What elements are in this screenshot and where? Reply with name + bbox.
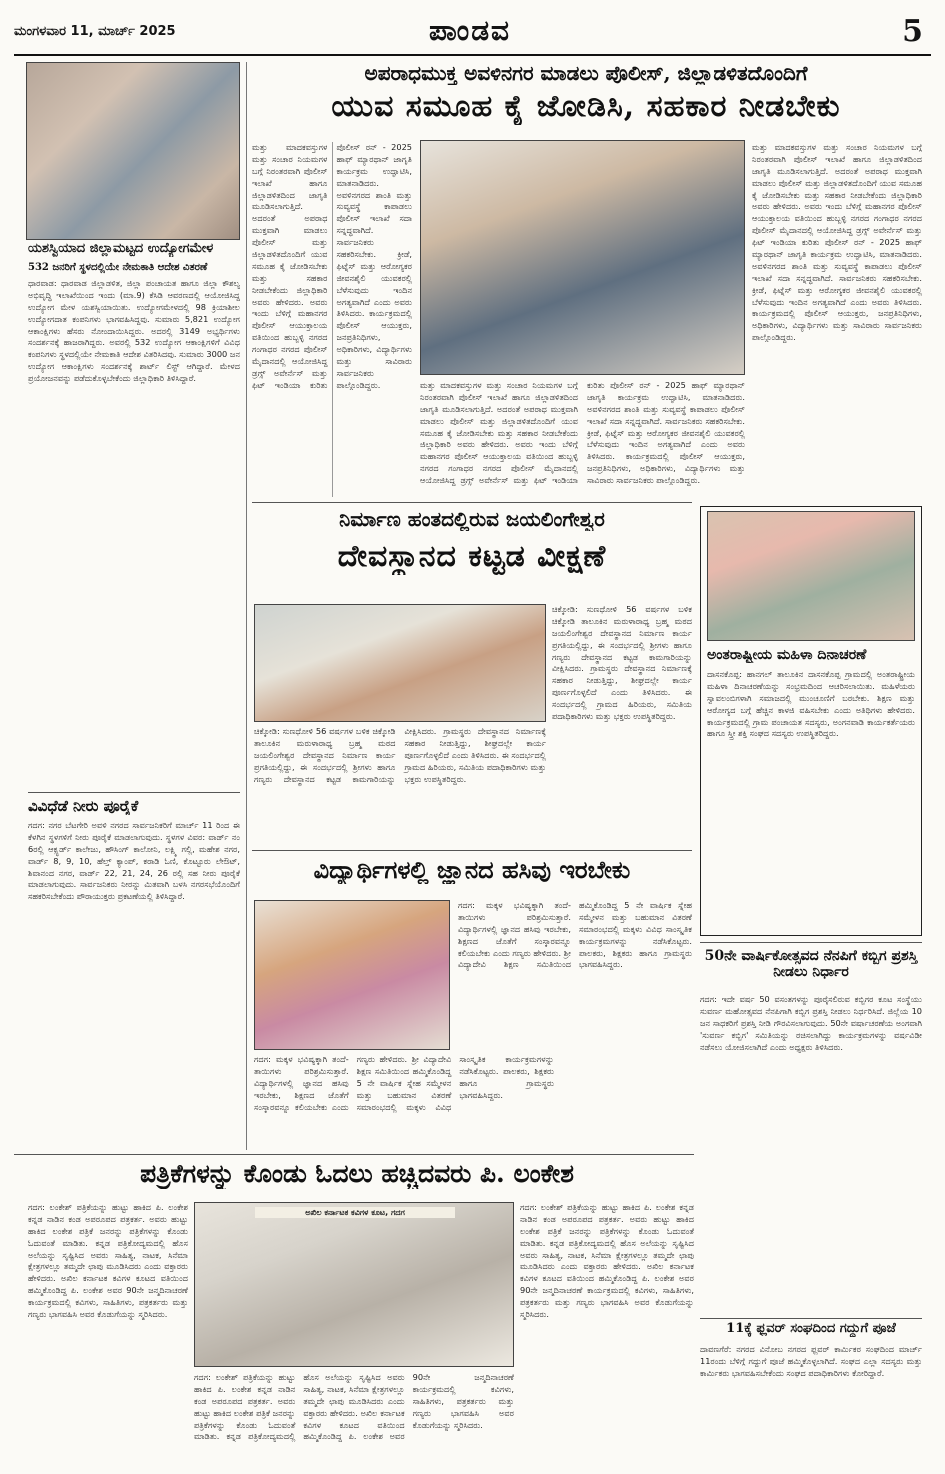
temple-photo: [254, 604, 546, 722]
lankesh-body-left: ಗದಗ: ಲಂಕೇಶ್ ಪತ್ರಿಕೆಯನ್ನು ಹುಟ್ಟು ಹಾಕಿದ ಪಿ. ಲಂಕೇಶ ಕನ್ನಡ ನಾಡಿನ ಕಂಡ ಅಪರೂಪದ ಪತ್ರಕರ್ತ. ಅವರು ಹುಟ್ಟು ಹಾಕಿದ ಲಂಕೇಶ ಪತ್ರಿಕೆ ಜನರನ್ನು ಪತ್ರಿಕೆಗಳನ್ನು ಕೊಂಡು ಓದುವಂತೆ ಮಾಡಿತು. ಕನ್ನಡ ಪತ್ರಿಕೋದ್ಯಮದಲ್ಲಿ ಹೊಸ ಅಲೆಯನ್ನು ಸೃಷ್ಟಿಸಿದ ಅವರು ಸಾಹಿತ್ಯ, ನಾಟಕ, ಸಿನೆಮಾ ಕ್ಷೇತ್ರಗಳಲ್ಲೂ ತಮ್ಮದೇ ಛಾಪು ಮೂಡಿಸಿದರು ಎಂದು ವಕ್ತಾರರು ಹೇಳಿದರು. ಅಖಿಲ ಕರ್ನಾಟಕ ಕವಿಗಳ ಕೂಟದ ವತಿಯಿಂದ ಹಮ್ಮಿಕೊಂಡಿದ್ದ ಪಿ. ಲಂಕೇಶ ಅವರ 90ನೇ ಜನ್ಮದಿನಾಚರಣೆ ಕಾರ್ಯಕ್ರಮದಲ್ಲಿ ಕವಿಗಳು, ಸಾಹಿತಿಗಳು, ಪತ್ರಕರ್ತರು ಮತ್ತು ಗಣ್ಯರು ಭಾಗವಹಿಸಿ ಅವರ ಕೊಡುಗೆಯನ್ನು ಸ್ಮರಿಸಿದರು.: [28, 1202, 188, 1320]
lead-body-bottom: ಮತ್ತು ಮಾದಕವಸ್ತುಗಳ ಮತ್ತು ಸಂಚಾರ ನಿಯಮಗಳ ಬಗ್ಗೆ ನಿರಂತರವಾಗಿ ಪೊಲೀಸ್ ಇಲಾಖೆ ಹಾಗೂ ಜಿಲ್ಲಾಡಳಿತದಿಂದ ಜಾಗೃತಿ ಮೂಡಿಸಲಾಗುತ್ತಿದೆ. ಅದರಂತೆ ಅಪರಾಧ ಮುಕ್ತವಾಗಿ ಮಾಡಲು ಪೊಲೀಸ್ ಮತ್ತು ಜಿಲ್ಲಾಡಳಿತದೊಂದಿಗೆ ಯುವ ಸಮೂಹ ಕೈ ಜೋಡಿಸಬೇಕು ಮತ್ತು ಸಹಕಾರ ನೀಡಬೇಕೆಂದು ಜಿಲ್ಲಾಧಿಕಾರಿ ಅವರು ಹೇಳಿದರು. ಅವರು ಇಂದು ಬೆಳಿಗ್ಗೆ ಮಹಾನಗರ ಪೊಲೀಸ್ ಆಯುಕ್ತಾಲಯ ವತಿಯಿಂದ ಹುಬ್ಬಳ್ಳಿ ನಗರದ ಗಂಗಾಧರ ನಗರದ ಪೊಲೀಸ್ ಮೈದಾನದಲ್ಲಿ ಆಯೋಜಿಸಿದ್ದ ಡ್ರಗ್ಸ್ ಅವೇರ್ನೆಸ್ ಮತ್ತು ಫಿಟ್ ಇಂಡಿಯಾ ಕುರಿತು ಪೊಲೀಸ್ ರನ್ - 2025 ಹಾಫ್ ಮ್ಯಾರಥಾನ್ ಜಾಗೃತಿ ಕಾರ್ಯಕ್ರಮ ಉದ್ಘಾಟಿಸಿ, ಮಾತನಾಡಿದರು. ಅವಳಿನಗರದ ಶಾಂತಿ ಮತ್ತು ಸುವ್ಯವಸ್ಥೆ ಕಾಪಾಡಲು ಪೊಲೀಸ್ ಇಲಾಖೆ ಸದಾ ಸನ್ನದ್ಧವಾಗಿದೆ. ಸಾರ್ವಜನಿಕರು ಸಹಕರಿಸಬೇಕು. ಕ್ರೀಡೆ, ಫಿಟ್ನೆಸ್ ಮತ್ತು ಆರೋಗ್ಯಕರ ಜೀವನಶೈಲಿ ಯುವಕರಲ್ಲಿ ಬೆಳೆಸುವುದು ಇಂದಿನ ಅಗತ್ಯವಾಗಿದೆ ಎಂದು ಅವರು ತಿಳಿಸಿದರು. ಕಾರ್ಯಕ್ರಮದಲ್ಲಿ ಪೊಲೀಸ್ ಆಯುಕ್ತರು, ಜನಪ್ರತಿನಿಧಿಗಳು, ಅಧಿಕಾರಿಗಳು, ವಿದ್ಯಾರ್ಥಿಗಳು ಮತ್ತು ಸಾವಿರಾರು ಸಾರ್ವಜನಿಕರು ಪಾಲ್ಗೊಂಡಿದ್ದರು.: [420, 380, 745, 486]
lead-body-right: ಮತ್ತು ಮಾದಕವಸ್ತುಗಳ ಮತ್ತು ಸಂಚಾರ ನಿಯಮಗಳ ಬಗ್ಗೆ ನಿರಂತರವಾಗಿ ಪೊಲೀಸ್ ಇಲಾಖೆ ಹಾಗೂ ಜಿಲ್ಲಾಡಳಿತದಿಂದ ಜಾಗೃತಿ ಮೂಡಿಸಲಾಗುತ್ತಿದೆ. ಅದರಂತೆ ಅಪರಾಧ ಮುಕ್ತವಾಗಿ ಮಾಡಲು ಪೊಲೀಸ್ ಮತ್ತು ಜಿಲ್ಲಾಡಳಿತದೊಂದಿಗೆ ಯುವ ಸಮೂಹ ಕೈ ಜೋಡಿಸಬೇಕು ಮತ್ತು ಸಹಕಾರ ನೀಡಬೇಕೆಂದು ಜಿಲ್ಲಾಧಿಕಾರಿ ಅವರು ಹೇಳಿದರು. ಅವರು ಇಂದು ಬೆಳಿಗ್ಗೆ ಮಹಾನಗರ ಪೊಲೀಸ್ ಆಯುಕ್ತಾಲಯ ವತಿಯಿಂದ ಹುಬ್ಬಳ್ಳಿ ನಗರದ ಗಂಗಾಧರ ನಗರದ ಪೊಲೀಸ್ ಮೈದಾನದಲ್ಲಿ ಆಯೋಜಿಸಿದ್ದ ಡ್ರಗ್ಸ್ ಅವೇರ್ನೆಸ್ ಮತ್ತು ಫಿಟ್ ಇಂಡಿಯಾ ಕುರಿತು ಪೊಲೀಸ್ ರನ್ - 2025 ಹಾಫ್ ಮ್ಯಾರಥಾನ್ ಜಾಗೃತಿ ಕಾರ್ಯಕ್ರಮ ಉದ್ಘಾಟಿಸಿ, ಮಾತನಾಡಿದರು. ಅವಳಿನಗರದ ಶಾಂತಿ ಮತ್ತು ಸುವ್ಯವಸ್ಥೆ ಕಾಪಾಡಲು ಪೊಲೀಸ್ ಇಲಾಖೆ ಸದಾ ಸನ್ನದ್ಧವಾಗಿದೆ. ಸಾರ್ವಜನಿಕರು ಸಹಕರಿಸಬೇಕು. ಕ್ರೀಡೆ, ಫಿಟ್ನೆಸ್ ಮತ್ತು ಆರೋಗ್ಯಕರ ಜೀವನಶೈಲಿ ಯುವಕರಲ್ಲಿ ಬೆಳೆಸುವುದು ಇಂದಿನ ಅಗತ್ಯವಾಗಿದೆ ಎಂದು ಅವರು ತಿಳಿಸಿದರು. ಕಾರ್ಯಕ್ರಮದಲ್ಲಿ ಪೊಲೀಸ್ ಆಯುಕ್ತರು, ಜನಪ್ರತಿನಿಧಿಗಳು, ಅಧಿಕಾರಿಗಳು, ವಿದ್ಯಾರ್ಥಿಗಳು ಮತ್ತು ಸಾವಿರಾರು ಸಾರ್ವಜನಿಕರು ಪಾಲ್ಗೊಂಡಿದ್ದರು.: [752, 142, 922, 343]
issue-date: ಮಂಗಳವಾರ 11, ಮಾರ್ಚ್ 2025: [14, 24, 176, 39]
water-headline: ವಿವಿಧೆಡೆ ನೀರು ಪೂರೈಕೆ: [28, 798, 139, 815]
lankesh-photo: [194, 1202, 514, 1367]
masthead: ಪಾಂಡವ: [428, 14, 512, 47]
job-fair-headline: ಯಶಸ್ವಿಯಾದ ಜಿಲ್ಲಾಮಟ್ಟದ ಉದ್ಯೋಗಮೇಳ: [28, 242, 214, 256]
temple-rule: [252, 502, 692, 503]
lankesh-body-bottom: ಗದಗ: ಲಂಕೇಶ್ ಪತ್ರಿಕೆಯನ್ನು ಹುಟ್ಟು ಹಾಕಿದ ಪಿ. ಲಂಕೇಶ ಕನ್ನಡ ನಾಡಿನ ಕಂಡ ಅಪರೂಪದ ಪತ್ರಕರ್ತ. ಅವರು ಹುಟ್ಟು ಹಾಕಿದ ಲಂಕೇಶ ಪತ್ರಿಕೆ ಜನರನ್ನು ಪತ್ರಿಕೆಗಳನ್ನು ಕೊಂಡು ಓದುವಂತೆ ಮಾಡಿತು. ಕನ್ನಡ ಪತ್ರಿಕೋದ್ಯಮದಲ್ಲಿ ಹೊಸ ಅಲೆಯನ್ನು ಸೃಷ್ಟಿಸಿದ ಅವರು ಸಾಹಿತ್ಯ, ನಾಟಕ, ಸಿನೆಮಾ ಕ್ಷೇತ್ರಗಳಲ್ಲೂ ತಮ್ಮದೇ ಛಾಪು ಮೂಡಿಸಿದರು ಎಂದು ವಕ್ತಾರರು ಹೇಳಿದರು. ಅಖಿಲ ಕರ್ನಾಟಕ ಕವಿಗಳ ಕೂಟದ ವತಿಯಿಂದ ಹಮ್ಮಿಕೊಂಡಿದ್ದ ಪಿ. ಲಂಕೇಶ ಅವರ 90ನೇ ಜನ್ಮದಿನಾಚರಣೆ ಕಾರ್ಯಕ್ರಮದಲ್ಲಿ ಕವಿಗಳು, ಸಾಹಿತಿಗಳು, ಪತ್ರಕರ್ತರು ಮತ್ತು ಗಣ್ಯರು ಭಾಗವಹಿಸಿ ಅವರ ಕೊಡುಗೆಯನ್ನು ಸ್ಮರಿಸಿದರು.: [194, 1372, 514, 1442]
students-photo: [254, 900, 450, 1050]
flower-body: ದಾವಣಗೆರೆ: ನಗರದ ವಿನೋಬ ನಗರದ ಫ್ಲವರ್ ಕಾರ್ಮಿಕರ ಸಂಘದಿಂದ ಮಾರ್ಚ್ 11ರಂದು ಬೆಳಿಗ್ಗೆ ಗದ್ದುಗೆ ಪೂಜೆ ಹಮ್ಮಿಕೊಳ್ಳಲಾಗಿದೆ. ಸಂಘದ ಎಲ್ಲಾ ಸದಸ್ಯರು ಮತ್ತು ಕಾರ್ಮಿಕರು ಭಾಗವಹಿಸಬೇಕೆಂದು ಸಂಘದ ಪದಾಧಿಕಾರಿಗಳು ಕೋರಿದ್ದಾರೆ.: [700, 1344, 922, 1378]
temple-kicker: ನಿರ್ಮಾಣ ಹಂತದಲ್ಲಿರುವ ಜಯಲಿಂಗೇಶ್ವರ: [339, 508, 605, 531]
column-divider: [246, 62, 247, 1150]
students-body-right: ಗದಗ: ಮಕ್ಕಳ ಭವಿಷ್ಯಕ್ಕಾಗಿ ತಂದೆ-ತಾಯಿಗಳು ಪರಿಶ್ರಮಿಸುತ್ತಾರೆ. ವಿದ್ಯಾರ್ಥಿಗಳಲ್ಲಿ ಜ್ಞಾನದ ಹಸಿವು ಇರಬೇಕು, ಶಿಕ್ಷಣದ ಜೊತೆಗೆ ಸಂಸ್ಕಾರವನ್ನೂ ಕಲಿಯಬೇಕು ಎಂದು ಗಣ್ಯರು ಹೇಳಿದರು. ಶ್ರೀ ವಿದ್ಯಾದೇವಿ ಶಿಕ್ಷಣ ಸಮಿತಿಯಿಂದ ಹಮ್ಮಿಕೊಂಡಿದ್ದ 5 ನೇ ವಾರ್ಷಿಕ ಸ್ನೇಹ ಸಮ್ಮೇಳನ ಮತ್ತು ಬಹುಮಾನ ವಿತರಣೆ ಸಮಾರಂಭದಲ್ಲಿ ಮಕ್ಕಳು ವಿವಿಧ ಸಾಂಸ್ಕೃತಿಕ ಕಾರ್ಯಕ್ರಮಗಳನ್ನು ನಡೆಸಿಕೊಟ್ಟರು. ಪಾಲಕರು, ಶಿಕ್ಷಕರು ಹಾಗೂ ಗ್ರಾಮಸ್ಥರು ಭಾಗವಹಿಸಿದ್ದರು.: [458, 900, 692, 970]
water-rule: [28, 792, 240, 793]
anniversary-body: ಗದಗ: ಇದೇ ವರ್ಷ 50 ವಸಂತಗಳನ್ನು ಪೂರೈಸಲಿರುವ ಕಬ್ಬಿಗರ ಕೂಟ ಸಂಸ್ಥೆಯು ಸುವರ್ಣ ಮಹೋತ್ಸವದ ನೆನಪಿಗಾಗಿ ಕಬ್ಬಿಗ ಪ್ರಶಸ್ತಿ ನೀಡಲು ನಿರ್ಧರಿಸಿದೆ. ಜಿಲ್ಲೆಯ 10 ಜನ ಸಾಧಕರಿಗೆ ಪ್ರಶಸ್ತಿ ನೀಡಿ ಗೌರವಿಸಲಾಗುವುದು. 50ನೇ ವರ್ಷಾಚರಣೆಯ ಅಂಗವಾಗಿ 'ಸುವರ್ಣ ಕಬ್ಬಿಗ' ಸಮಿತಿಯನ್ನು ರಚಿಸಲಾಗಿದ್ದು ಕಾರ್ಯಕ್ರಮಗಳನ್ನು ವರ್ಷವಿಡೀ ನಡೆಸಲು ಯೋಜಿಸಲಾಗಿದೆ ಎಂದು ಅಧ್ಯಕ್ಷರು ತಿಳಿಸಿದರು.: [700, 994, 922, 1052]
flower-headline: 11ಕ್ಕೆ ಫ್ಲವರ್ ಸಂಘದಿಂದ ಗದ್ದುಗೆ ಪೂಜೆ: [726, 1322, 896, 1336]
job-fair-subheadline: 532 ಜನರಿಗೆ ಸ್ಥಳದಲ್ಲಿಯೇ ನೇಮಕಾತಿ ಆದೇಶ ವಿತರಣೆ: [28, 262, 208, 273]
police-run-photo: [420, 140, 745, 375]
womens-day-headline: ಅಂತರಾಷ್ಟ್ರೀಯ ಮಹಿಳಾ ದಿನಾಚರಣೆ: [707, 647, 867, 663]
womens-day-photo: [707, 511, 915, 641]
page-number: 5: [902, 14, 923, 49]
anniversary-headline: 50ನೇ ವಾರ್ಷಿಕೋತ್ಸವದ ನೆನಪಿಗೆ ಕಬ್ಬಿಗ ಪ್ರಶಸ್ತಿ ನೀಡಲು ನಿರ್ಧಾರ: [704, 948, 918, 981]
lead-headline: ಯುವ ಸಮೂಹ ಕೈ ಜೋಡಿಸಿ, ಸಹಕಾರ ನೀಡಬೇಕು: [331, 90, 841, 124]
page-header: [0, 0, 945, 60]
lankesh-rule: [14, 1154, 694, 1155]
lankesh-banner: ಅಖಿಲ ಕರ್ನಾಟಕ ಕವಿಗಳ ಕೂಟ, ಗದಗ: [255, 1207, 455, 1218]
temple-body-left: ಚಿಕ್ಕೋಡಿ: ಸುಣಧೋಳಿ 56 ವರ್ಷಗಳ ಬಳಿಕ ಚಿಕ್ಕೋಡಿ ತಾಲೂಕಿನ ಮರುಳಾರಾಧ್ಯ ಬ್ರಹ್ಮ ಮಠದ ಜಯಲಿಂಗೇಶ್ವರ ದೇವಸ್ಥಾನದ ನಿರ್ಮಾಣ ಕಾರ್ಯ ಪ್ರಗತಿಯಲ್ಲಿದ್ದು, ಈ ಸಂದರ್ಭದಲ್ಲಿ ಶ್ರೀಗಳು ಹಾಗೂ ಗಣ್ಯರು ದೇವಸ್ಥಾನದ ಕಟ್ಟಡ ಕಾಮಗಾರಿಯನ್ನು ವೀಕ್ಷಿಸಿದರು. ಗ್ರಾಮಸ್ಥರು ದೇವಸ್ಥಾನದ ನಿರ್ಮಾಣಕ್ಕೆ ಸಹಕಾರ ನೀಡುತ್ತಿದ್ದು, ಶೀಘ್ರದಲ್ಲೇ ಕಾರ್ಯ ಪೂರ್ಣಗೊಳ್ಳಲಿದೆ ಎಂದು ತಿಳಿಸಿದರು. ಈ ಸಂದರ್ಭದಲ್ಲಿ ಗ್ರಾಮದ ಹಿರಿಯರು, ಸಮಿತಿಯ ಪದಾಧಿಕಾರಿಗಳು ಮತ್ತು ಭಕ್ತರು ಉಪಸ್ಥಿತರಿದ್ದರು.: [254, 726, 546, 784]
students-body-bottom: ಗದಗ: ಮಕ್ಕಳ ಭವಿಷ್ಯಕ್ಕಾಗಿ ತಂದೆ-ತಾಯಿಗಳು ಪರಿಶ್ರಮಿಸುತ್ತಾರೆ. ವಿದ್ಯಾರ್ಥಿಗಳಲ್ಲಿ ಜ್ಞಾನದ ಹಸಿವು ಇರಬೇಕು, ಶಿಕ್ಷಣದ ಜೊತೆಗೆ ಸಂಸ್ಕಾರವನ್ನೂ ಕಲಿಯಬೇಕು ಎಂದು ಗಣ್ಯರು ಹೇಳಿದರು. ಶ್ರೀ ವಿದ್ಯಾದೇವಿ ಶಿಕ್ಷಣ ಸಮಿತಿಯಿಂದ ಹಮ್ಮಿಕೊಂಡಿದ್ದ 5 ನೇ ವಾರ್ಷಿಕ ಸ್ನೇಹ ಸಮ್ಮೇಳನ ಮತ್ತು ಬಹುಮಾನ ವಿತರಣೆ ಸಮಾರಂಭದಲ್ಲಿ ಮಕ್ಕಳು ವಿವಿಧ ಸಾಂಸ್ಕೃತಿಕ ಕಾರ್ಯಕ್ರಮಗಳನ್ನು ನಡೆಸಿಕೊಟ್ಟರು. ಪಾಲಕರು, ಶಿಕ್ಷಕರು ಹಾಗೂ ಗ್ರಾಮಸ್ಥರು ಭಾಗವಹಿಸಿದ್ದರು.: [254, 1054, 554, 1112]
job-fair-photo: [26, 62, 240, 240]
temple-body-right: ಚಿಕ್ಕೋಡಿ: ಸುಣಧೋಳಿ 56 ವರ್ಷಗಳ ಬಳಿಕ ಚಿಕ್ಕೋಡಿ ತಾಲೂಕಿನ ಮರುಳಾರಾಧ್ಯ ಬ್ರಹ್ಮ ಮಠದ ಜಯಲಿಂಗೇಶ್ವರ ದೇವಸ್ಥಾನದ ನಿರ್ಮಾಣ ಕಾರ್ಯ ಪ್ರಗತಿಯಲ್ಲಿದ್ದು, ಈ ಸಂದರ್ಭದಲ್ಲಿ ಶ್ರೀಗಳು ಹಾಗೂ ಗಣ್ಯರು ದೇವಸ್ಥಾನದ ಕಟ್ಟಡ ಕಾಮಗಾರಿಯನ್ನು ವೀಕ್ಷಿಸಿದರು. ಗ್ರಾಮಸ್ಥರು ದೇವಸ್ಥಾನದ ನಿರ್ಮಾಣಕ್ಕೆ ಸಹಕಾರ ನೀಡುತ್ತಿದ್ದು, ಶೀಘ್ರದಲ್ಲೇ ಕಾರ್ಯ ಪೂರ್ಣಗೊಳ್ಳಲಿದೆ ಎಂದು ತಿಳಿಸಿದರು. ಈ ಸಂದರ್ಭದಲ್ಲಿ ಗ್ರಾಮದ ಹಿರಿಯರು, ಸಮಿತಿಯ ಪದಾಧಿಕಾರಿಗಳು ಮತ್ತು ಭಕ್ತರು ಉಪಸ್ಥಿತರಿದ್ದರು.: [552, 604, 692, 722]
water-body: ಗದಗ: ನಗರ ಬೆಟಗೇರಿ ಅವಳಿ ನಗರದ ಸಾರ್ವಜನಿಕರಿಗೆ ಮಾರ್ಚ್ 11 ರಿಂದ ಈ ಕೆಳಗಿನ ಸ್ಥಳಗಳಿಗೆ ನೀರು ಪೂರೈಕೆ ಮಾಡಲಾಗುವುದು. ಸ್ಥಳಗಳ ವಿವರ: ವಾರ್ಡ್ ನಂ 6ರಲ್ಲಿ ಆಕ್ಸ್ಫರ್ಡ್ ಕಾಲೇಜು, ಹೌಸಿಂಗ್ ಕಾಲೋನಿ, ಲಕ್ಷ್ಮಿ ಗಲ್ಲಿ, ಮಹೇಶ ನಗರ, ವಾರ್ಡ್ 8, 9, 10, ಹೆಲ್ತ್ ಕ್ಯಾಂಪ್, ಕರಾಡಿ ಓಣಿ, ಕೊಟ್ಟೂರು ಲೇಔಟ್, ಶಿವಾನಂದ ನಗರ, ವಾರ್ಡ್ 22, 21, 24, 26 ರಲ್ಲಿ ಸಹ ನೀರು ಪೂರೈಕೆ ಮಾಡಲಾಗುವುದು. ಸಾರ್ವಜನಿಕರು ನೀರನ್ನು ಮಿತವಾಗಿ ಬಳಸಿ ನಗರಸಭೆಯೊಂದಿಗೆ ಸಹಕರಿಸಬೇಕೆಂದು ಪೌರಾಯುಕ್ತರು ಪ್ರಕಟಣೆಯಲ್ಲಿ ತಿಳಿಸಿದ್ದಾರೆ.: [28, 820, 240, 902]
lankesh-body-right: ಗದಗ: ಲಂಕೇಶ್ ಪತ್ರಿಕೆಯನ್ನು ಹುಟ್ಟು ಹಾಕಿದ ಪಿ. ಲಂಕೇಶ ಕನ್ನಡ ನಾಡಿನ ಕಂಡ ಅಪರೂಪದ ಪತ್ರಕರ್ತ. ಅವರು ಹುಟ್ಟು ಹಾಕಿದ ಲಂಕೇಶ ಪತ್ರಿಕೆ ಜನರನ್ನು ಪತ್ರಿಕೆಗಳನ್ನು ಕೊಂಡು ಓದುವಂತೆ ಮಾಡಿತು. ಕನ್ನಡ ಪತ್ರಿಕೋದ್ಯಮದಲ್ಲಿ ಹೊಸ ಅಲೆಯನ್ನು ಸೃಷ್ಟಿಸಿದ ಅವರು ಸಾಹಿತ್ಯ, ನಾಟಕ, ಸಿನೆಮಾ ಕ್ಷೇತ್ರಗಳಲ್ಲೂ ತಮ್ಮದೇ ಛಾಪು ಮೂಡಿಸಿದರು ಎಂದು ವಕ್ತಾರರು ಹೇಳಿದರು. ಅಖಿಲ ಕರ್ನಾಟಕ ಕವಿಗಳ ಕೂಟದ ವತಿಯಿಂದ ಹಮ್ಮಿಕೊಂಡಿದ್ದ ಪಿ. ಲಂಕೇಶ ಅವರ 90ನೇ ಜನ್ಮದಿನಾಚರಣೆ ಕಾರ್ಯಕ್ರಮದಲ್ಲಿ ಕವಿಗಳು, ಸಾಹಿತಿಗಳು, ಪತ್ರಕರ್ತರು ಮತ್ತು ಗಣ್ಯರು ಭಾಗವಹಿಸಿ ಅವರ ಕೊಡುಗೆಯನ್ನು ಸ್ಮರಿಸಿದರು.: [520, 1202, 694, 1320]
womens-day-box: [700, 506, 922, 936]
lead-kicker: ಅಪರಾಧಮುಕ್ತ ಅವಳಿನಗರ ಮಾಡಲು ಪೊಲೀಸ್, ಜಿಲ್ಲಾಡಳಿತದೊಂದಿಗೆ: [364, 62, 808, 85]
job-fair-body: ಧಾರವಾಡ: ಧಾರವಾಡ ಜಿಲ್ಲಾಡಳಿತ, ಜಿಲ್ಲಾ ಪಂಚಾಯತ ಹಾಗೂ ಜಿಲ್ಲಾ ಕೌಶಲ್ಯ ಅಭಿವೃದ್ಧಿ ಇಲಾಖೆಯಿಂದ ಇಂದು (ಮಾ.9) ಕೆಸಿಡಿ ಆವರಣದಲ್ಲಿ ಆಯೋಜಿಸಿದ್ದ ಉದ್ಯೋಗ ಮೇಳ ಯಶಸ್ವಿಯಾಯಿತು. ಉದ್ಯೋಗಮೇಳದಲ್ಲಿ 98 ಕ್ರಿಯಾಶೀಲ ಉದ್ಯೋಗದಾತ ಕಂಪನಿಗಳು ಭಾಗವಹಿಸಿದ್ದವು. ಸುಮಾರು 5,821 ಉದ್ಯೋಗ ಆಕಾಂಕ್ಷಿಗಳು ಹೆಸರು ನೋಂದಾಯಿಸಿದ್ದರು. ಅದರಲ್ಲಿ 3149 ಅಭ್ಯರ್ಥಿಗಳು ಸಂದರ್ಶನಕ್ಕೆ ಹಾಜರಾಗಿದ್ದರು. ಅವರಲ್ಲಿ 532 ಉದ್ಯೋಗ ಆಕಾಂಕ್ಷಿಗಳಿಗೆ ವಿವಿಧ ಕಂಪನಿಗಳು ಸ್ಥಳದಲ್ಲಿಯೇ ನೇಮಕಾತಿ ಆದೇಶ ವಿತರಿಸಿದವು. ಸುಮಾರು 3000 ಜನ ಉದ್ಯೋಗ ಆಕಾಂಕ್ಷಿಗಳು ಸಂದರ್ಶನಕ್ಕೆ ಶಾರ್ಟ್ ಲಿಸ್ಟ್ ಆಗಿದ್ದಾರೆ. ಮೇಳದ ಪ್ರಯೋಜನವನ್ನು ಪಡೆದುಕೊಳ್ಳಬೇಕೆಂದು ಜಿಲ್ಲಾಧಿಕಾರಿ ತಿಳಿಸಿದ್ದಾರೆ.: [28, 278, 240, 384]
flower-rule: [700, 1318, 922, 1319]
header-rule: [14, 54, 931, 56]
students-rule: [252, 850, 692, 851]
temple-headline: ದೇವಸ್ಥಾನದ ಕಟ್ಟಡ ವೀಕ್ಷಣೆ: [337, 540, 607, 574]
students-headline: ವಿದ್ಯಾರ್ಥಿಗಳಲ್ಲಿ ಜ್ಞಾನದ ಹಸಿವು ಇರಬೇಕು: [313, 856, 631, 884]
anniversary-rule: [700, 942, 922, 943]
lankesh-headline: ಪತ್ರಿಕೆಗಳನ್ನು ಕೊಂಡು ಓದಲು ಹಚ್ಚಿದವರು ಪಿ. ಲಂಕೇಶ: [140, 1160, 574, 1188]
womens-day-body: ದಾಸನಕೊಪ್ಪ: ಹಾನಗಲ್ ತಾಲೂಕಿನ ದಾಸನಕೊಪ್ಪ ಗ್ರಾಮದಲ್ಲಿ ಅಂತರಾಷ್ಟ್ರೀಯ ಮಹಿಳಾ ದಿನಾಚರಣೆಯನ್ನು ಸಂಭ್ರಮದಿಂದ ಆಚರಿಸಲಾಯಿತು. ಮಹಿಳೆಯರು ಸ್ವಾವಲಂಬಿಗಳಾಗಿ ಸಮಾಜದಲ್ಲಿ ಮುಂಚೂಣಿಗೆ ಬರಬೇಕು. ಶಿಕ್ಷಣ ಮತ್ತು ಆರೋಗ್ಯದ ಬಗ್ಗೆ ಹೆಚ್ಚಿನ ಕಾಳಜಿ ವಹಿಸಬೇಕು ಎಂದು ಅತಿಥಿಗಳು ಹೇಳಿದರು. ಕಾರ್ಯಕ್ರಮದಲ್ಲಿ ಗ್ರಾಮ ಪಂಚಾಯತ ಸದಸ್ಯರು, ಅಂಗನವಾಡಿ ಕಾರ್ಯಕರ್ತೆಯರು ಹಾಗೂ ಸ್ತ್ರೀ ಶಕ್ತಿ ಸಂಘದ ಸದಸ್ಯರು ಉಪಸ್ಥಿತರಿದ್ದರು.: [707, 669, 915, 739]
lead-body-left: ಮತ್ತು ಮಾದಕವಸ್ತುಗಳ ಮತ್ತು ಸಂಚಾರ ನಿಯಮಗಳ ಬಗ್ಗೆ ನಿರಂತರವಾಗಿ ಪೊಲೀಸ್ ಇಲಾಖೆ ಹಾಗೂ ಜಿಲ್ಲಾಡಳಿತದಿಂದ ಜಾಗೃತಿ ಮೂಡಿಸಲಾಗುತ್ತಿದೆ. ಅದರಂತೆ ಅಪರಾಧ ಮುಕ್ತವಾಗಿ ಮಾಡಲು ಪೊಲೀಸ್ ಮತ್ತು ಜಿಲ್ಲಾಡಳಿತದೊಂದಿಗೆ ಯುವ ಸಮೂಹ ಕೈ ಜೋಡಿಸಬೇಕು ಮತ್ತು ಸಹಕಾರ ನೀಡಬೇಕೆಂದು ಜಿಲ್ಲಾಧಿಕಾರಿ ಅವರು ಹೇಳಿದರು. ಅವರು ಇಂದು ಬೆಳಿಗ್ಗೆ ಮಹಾನಗರ ಪೊಲೀಸ್ ಆಯುಕ್ತಾಲಯ ವತಿಯಿಂದ ಹುಬ್ಬಳ್ಳಿ ನಗರದ ಗಂಗಾಧರ ನಗರದ ಪೊಲೀಸ್ ಮೈದಾನದಲ್ಲಿ ಆಯೋಜಿಸಿದ್ದ ಡ್ರಗ್ಸ್ ಅವೇರ್ನೆಸ್ ಮತ್ತು ಫಿಟ್ ಇಂಡಿಯಾ ಕುರಿತು ಪೊಲೀಸ್ ರನ್ - 2025 ಹಾಫ್ ಮ್ಯಾರಥಾನ್ ಜಾಗೃತಿ ಕಾರ್ಯಕ್ರಮ ಉದ್ಘಾಟಿಸಿ, ಮಾತನಾಡಿದರು. ಅವಳಿನಗರದ ಶಾಂತಿ ಮತ್ತು ಸುವ್ಯವಸ್ಥೆ ಕಾಪಾಡಲು ಪೊಲೀಸ್ ಇಲಾಖೆ ಸದಾ ಸನ್ನದ್ಧವಾಗಿದೆ. ಸಾರ್ವಜನಿಕರು ಸಹಕರಿಸಬೇಕು. ಕ್ರೀಡೆ, ಫಿಟ್ನೆಸ್ ಮತ್ತು ಆರೋಗ್ಯಕರ ಜೀವನಶೈಲಿ ಯುವಕರಲ್ಲಿ ಬೆಳೆಸುವುದು ಇಂದಿನ ಅಗತ್ಯವಾಗಿದೆ ಎಂದು ಅವರು ತಿಳಿಸಿದರು. ಕಾರ್ಯಕ್ರಮದಲ್ಲಿ ಪೊಲೀಸ್ ಆಯುಕ್ತರು, ಜನಪ್ರತಿನಿಧಿಗಳು, ಅಧಿಕಾರಿಗಳು, ವಿದ್ಯಾರ್ಥಿಗಳು ಮತ್ತು ಸಾವಿರಾರು ಸಾರ್ವಜನಿಕರು ಪಾಲ್ಗೊಂಡಿದ್ದರು.: [252, 142, 412, 390]
